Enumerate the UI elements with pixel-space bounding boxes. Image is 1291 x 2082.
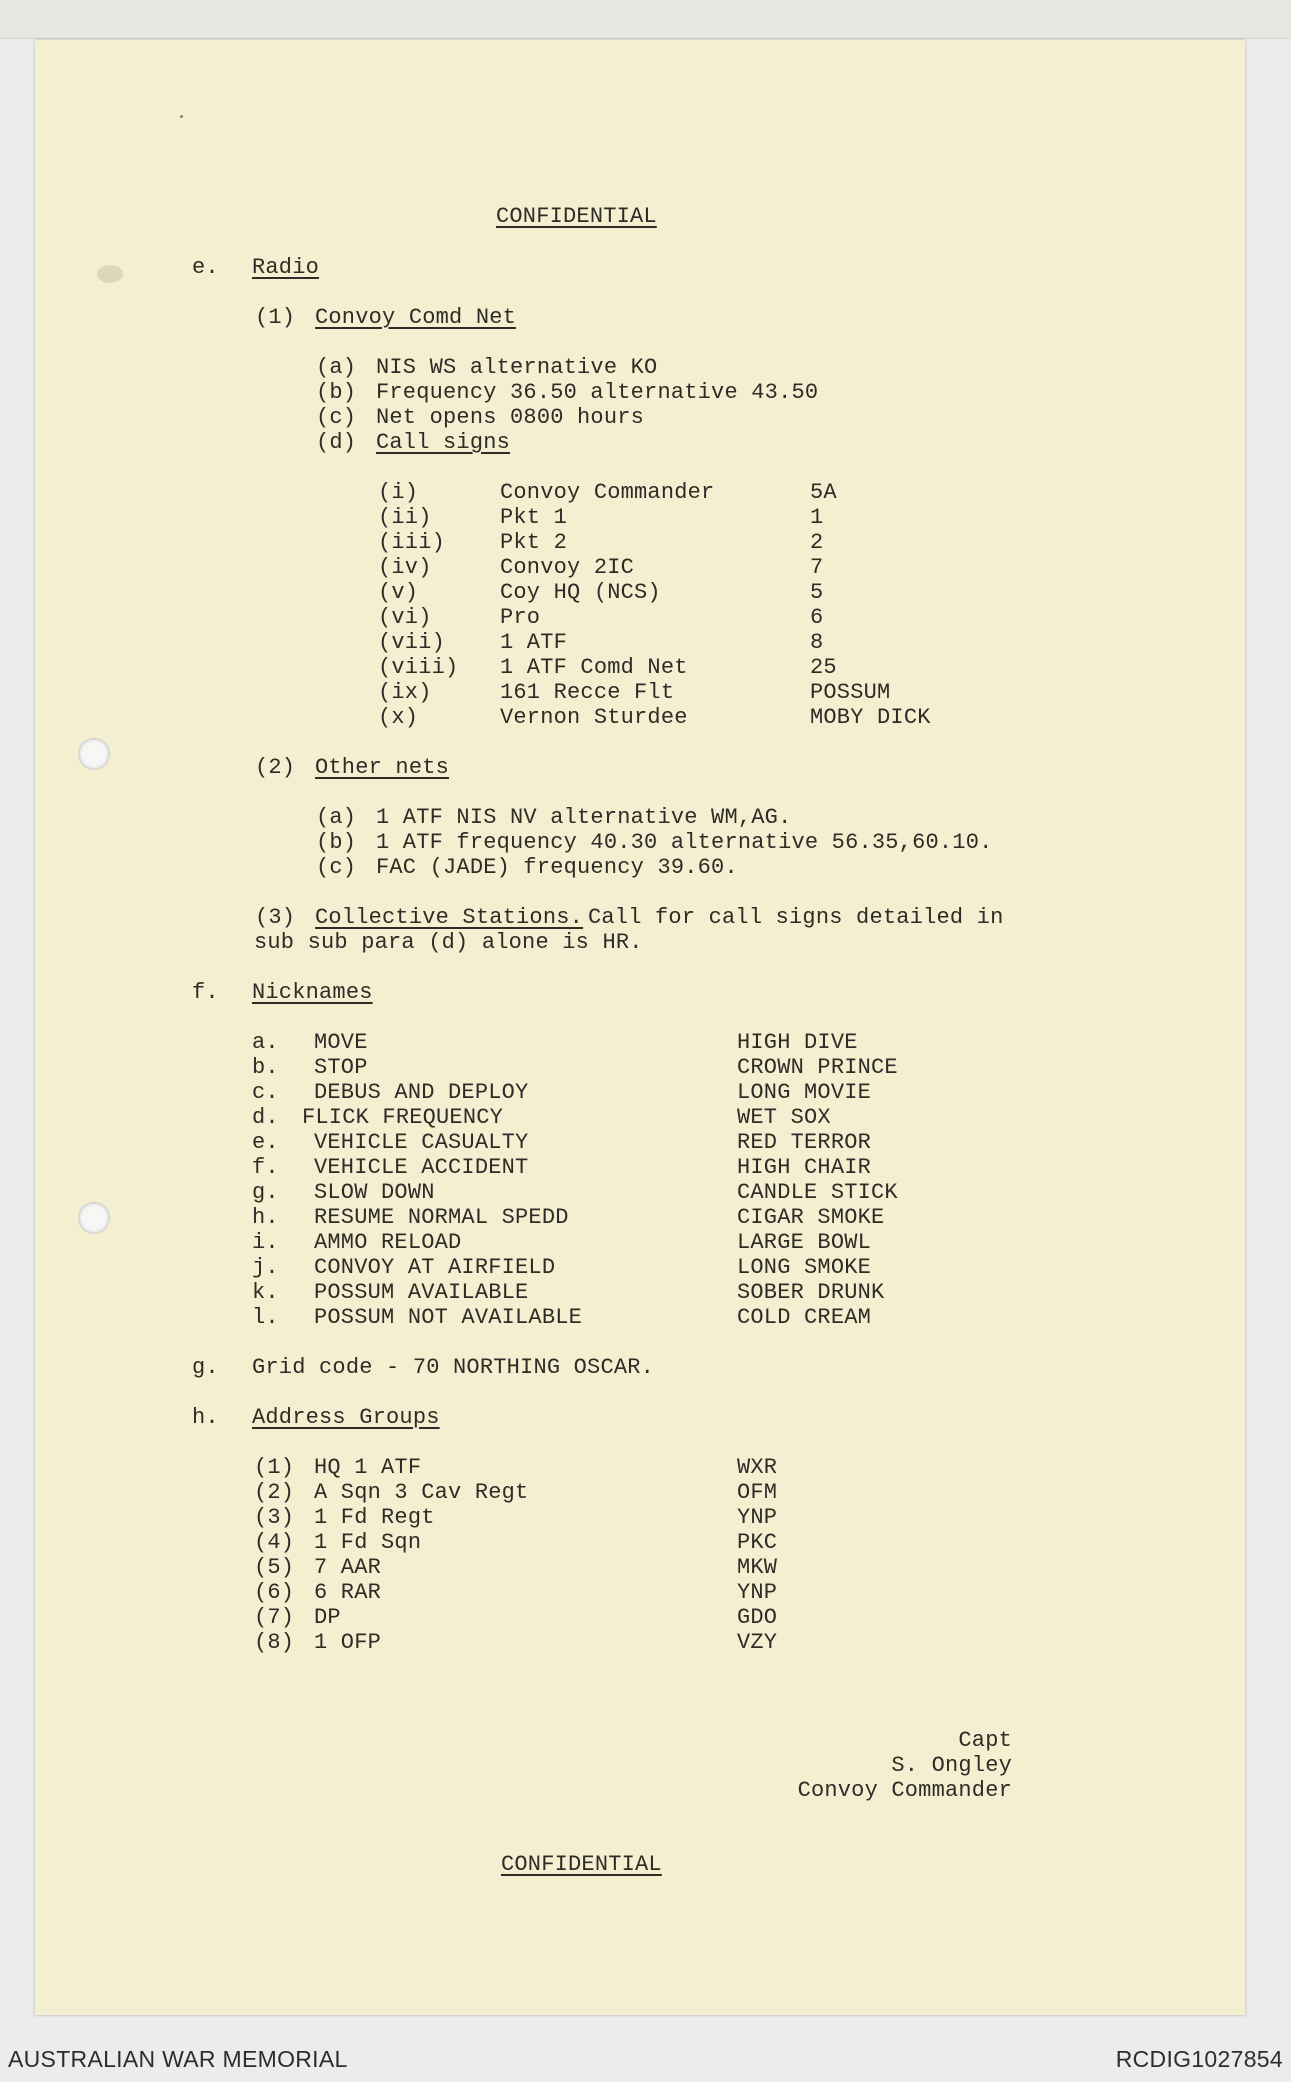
nickname-value: CROWN PRINCE bbox=[737, 1055, 898, 1080]
net-item-text: Call signs bbox=[376, 430, 511, 455]
call-sign-number: (vii) bbox=[378, 630, 446, 655]
nickname-phrase: POSSUM AVAILABLE bbox=[314, 1280, 529, 1305]
address-number: (3) bbox=[254, 1505, 295, 1530]
paper-speck bbox=[180, 115, 183, 118]
call-sign-number: (iii) bbox=[378, 530, 446, 555]
grid-code-text: Grid code - 70 NORTHING OSCAR. bbox=[252, 1355, 655, 1380]
call-sign-name: Vernon Sturdee bbox=[500, 705, 688, 730]
nickname-value: CIGAR SMOKE bbox=[737, 1205, 885, 1230]
address-code: YNP bbox=[737, 1580, 778, 1605]
call-sign-name: Convoy Commander bbox=[500, 480, 715, 505]
address-code: WXR bbox=[737, 1455, 778, 1480]
nickname-phrase: RESUME NORMAL SPEDD bbox=[314, 1205, 569, 1230]
address-code: GDO bbox=[737, 1605, 778, 1630]
address-number: (7) bbox=[254, 1605, 295, 1630]
nickname-label: b. bbox=[252, 1055, 279, 1080]
subsection-3-number: (3) bbox=[255, 905, 296, 930]
call-sign-value: 25 bbox=[810, 655, 837, 680]
address-number: (6) bbox=[254, 1580, 295, 1605]
other-net-label: (c) bbox=[316, 855, 357, 880]
nickname-label: f. bbox=[252, 1155, 279, 1180]
call-sign-number: (v) bbox=[378, 580, 419, 605]
other-net-text: 1 ATF frequency 40.30 alternative 56.35,60.10. bbox=[376, 830, 993, 855]
nickname-phrase: DEBUS AND DEPLOY bbox=[314, 1080, 529, 1105]
nickname-label: k. bbox=[252, 1280, 279, 1305]
call-sign-name: Convoy 2IC bbox=[500, 555, 635, 580]
address-code: MKW bbox=[737, 1555, 778, 1580]
call-sign-value: 8 bbox=[810, 630, 824, 655]
address-code: PKC bbox=[737, 1530, 778, 1555]
section-e-letter: e. bbox=[192, 255, 219, 280]
nickname-phrase: STOP bbox=[314, 1055, 368, 1080]
call-sign-name: Coy HQ (NCS) bbox=[500, 580, 661, 605]
archive-record-id: RCDIG1027854 bbox=[1115, 2046, 1283, 2072]
subsection-3-text: Call for call signs detailed in bbox=[588, 905, 1004, 930]
other-net-text: FAC (JADE) frequency 39.60. bbox=[376, 855, 738, 880]
call-sign-value: 6 bbox=[810, 605, 824, 630]
nickname-phrase: VEHICLE ACCIDENT bbox=[314, 1155, 529, 1180]
other-net-text: 1 ATF NIS NV alternative WM,AG. bbox=[376, 805, 792, 830]
signature-rank: Capt bbox=[958, 1728, 1012, 1753]
address-unit: 1 OFP bbox=[314, 1630, 382, 1655]
nickname-value: LARGE BOWL bbox=[737, 1230, 872, 1255]
subsection-3-title: Collective Stations. bbox=[315, 905, 584, 930]
section-f-title: Nicknames bbox=[252, 980, 373, 1005]
nickname-label: j. bbox=[252, 1255, 279, 1280]
punch-hole-top bbox=[78, 738, 110, 770]
other-net-label: (a) bbox=[316, 805, 357, 830]
nickname-label: e. bbox=[252, 1130, 279, 1155]
call-sign-number: (vi) bbox=[378, 605, 432, 630]
call-sign-name: 161 Recce Flt bbox=[500, 680, 675, 705]
nickname-label: g. bbox=[252, 1180, 279, 1205]
subsection-2-title: Other nets bbox=[315, 755, 450, 780]
section-e-title: Radio bbox=[252, 255, 320, 280]
net-item-text: NIS WS alternative KO bbox=[376, 355, 658, 380]
address-unit: DP bbox=[314, 1605, 341, 1630]
classification-header: CONFIDENTIAL bbox=[496, 204, 657, 229]
address-number: (8) bbox=[254, 1630, 295, 1655]
net-item-label: (b) bbox=[316, 380, 357, 405]
other-net-label: (b) bbox=[316, 830, 357, 855]
nickname-value: RED TERROR bbox=[737, 1130, 872, 1155]
address-number: (1) bbox=[254, 1455, 295, 1480]
nickname-phrase: SLOW DOWN bbox=[314, 1180, 435, 1205]
viewer-top-bar bbox=[0, 0, 1291, 39]
document-page bbox=[35, 40, 1245, 2015]
call-sign-value: 1 bbox=[810, 505, 824, 530]
call-sign-value: POSSUM bbox=[810, 680, 891, 705]
nickname-value: COLD CREAM bbox=[737, 1305, 872, 1330]
nickname-label: h. bbox=[252, 1205, 279, 1230]
signature-title: Convoy Commander bbox=[797, 1778, 1012, 1803]
address-unit: 6 RAR bbox=[314, 1580, 382, 1605]
call-sign-name: Pkt 1 bbox=[500, 505, 568, 530]
call-sign-name: Pro bbox=[500, 605, 541, 630]
section-h-title: Address Groups bbox=[252, 1405, 440, 1430]
call-sign-name: 1 ATF Comd Net bbox=[500, 655, 688, 680]
subsection-1-title: Convoy Comd Net bbox=[315, 305, 517, 330]
call-sign-name: 1 ATF bbox=[500, 630, 568, 655]
address-unit: 7 AAR bbox=[314, 1555, 382, 1580]
nickname-label: l. bbox=[252, 1305, 279, 1330]
nickname-phrase: AMMO RELOAD bbox=[314, 1230, 462, 1255]
archive-source-label: AUSTRALIAN WAR MEMORIAL bbox=[8, 2046, 348, 2072]
call-sign-value: 2 bbox=[810, 530, 824, 555]
address-number: (2) bbox=[254, 1480, 295, 1505]
nickname-value: LONG MOVIE bbox=[737, 1080, 872, 1105]
call-sign-number: (ii) bbox=[378, 505, 432, 530]
address-number: (5) bbox=[254, 1555, 295, 1580]
nickname-value: LONG SMOKE bbox=[737, 1255, 872, 1280]
address-number: (4) bbox=[254, 1530, 295, 1555]
nickname-label: a. bbox=[252, 1030, 279, 1055]
call-sign-number: (ix) bbox=[378, 680, 432, 705]
address-unit: 1 Fd Regt bbox=[314, 1505, 435, 1530]
net-item-label: (d) bbox=[316, 430, 357, 455]
subsection-3-text-continued: sub sub para (d) alone is HR. bbox=[254, 930, 643, 955]
call-sign-value: 5 bbox=[810, 580, 824, 605]
net-item-label: (a) bbox=[316, 355, 357, 380]
nickname-phrase: MOVE bbox=[314, 1030, 368, 1055]
signature-block bbox=[798, 1728, 1012, 1803]
nickname-value: HIGH DIVE bbox=[737, 1030, 858, 1055]
address-code: YNP bbox=[737, 1505, 778, 1530]
subsection-2-number: (2) bbox=[255, 755, 296, 780]
call-sign-number: (iv) bbox=[378, 555, 432, 580]
address-unit: HQ 1 ATF bbox=[314, 1455, 422, 1480]
signature-name: S. Ongley bbox=[891, 1753, 1012, 1778]
net-item-label: (c) bbox=[316, 405, 357, 430]
call-sign-number: (i) bbox=[378, 480, 419, 505]
nickname-label: i. bbox=[252, 1230, 279, 1255]
call-sign-number: (viii) bbox=[378, 655, 459, 680]
address-code: VZY bbox=[737, 1630, 778, 1655]
call-sign-name: Pkt 2 bbox=[500, 530, 568, 555]
nickname-value: CANDLE STICK bbox=[737, 1180, 898, 1205]
paper-speck bbox=[97, 265, 123, 283]
nickname-value: HIGH CHAIR bbox=[737, 1155, 872, 1180]
classification-footer: CONFIDENTIAL bbox=[501, 1852, 662, 1877]
call-sign-value: MOBY DICK bbox=[810, 705, 931, 730]
nickname-phrase: VEHICLE CASUALTY bbox=[314, 1130, 529, 1155]
address-code: OFM bbox=[737, 1480, 778, 1505]
section-f-letter: f. bbox=[192, 980, 219, 1005]
call-sign-value: 7 bbox=[810, 555, 824, 580]
net-item-text: Frequency 36.50 alternative 43.50 bbox=[376, 380, 819, 405]
nickname-phrase: CONVOY AT AIRFIELD bbox=[314, 1255, 556, 1280]
punch-hole-bottom bbox=[78, 1202, 110, 1234]
call-sign-value: 5A bbox=[810, 480, 837, 505]
nickname-phrase: FLICK FREQUENCY bbox=[302, 1105, 504, 1130]
call-sign-number: (x) bbox=[378, 705, 419, 730]
nickname-value: SOBER DRUNK bbox=[737, 1280, 885, 1305]
nickname-label: d. bbox=[252, 1105, 279, 1130]
section-g-letter: g. bbox=[192, 1355, 219, 1380]
nickname-label: c. bbox=[252, 1080, 279, 1105]
section-h-letter: h. bbox=[192, 1405, 219, 1430]
nickname-value: WET SOX bbox=[737, 1105, 831, 1130]
nickname-phrase: POSSUM NOT AVAILABLE bbox=[314, 1305, 583, 1330]
address-unit: 1 Fd Sqn bbox=[314, 1530, 422, 1555]
net-item-text: Net opens 0800 hours bbox=[376, 405, 645, 430]
address-unit: A Sqn 3 Cav Regt bbox=[314, 1480, 529, 1505]
subsection-1-number: (1) bbox=[255, 305, 296, 330]
